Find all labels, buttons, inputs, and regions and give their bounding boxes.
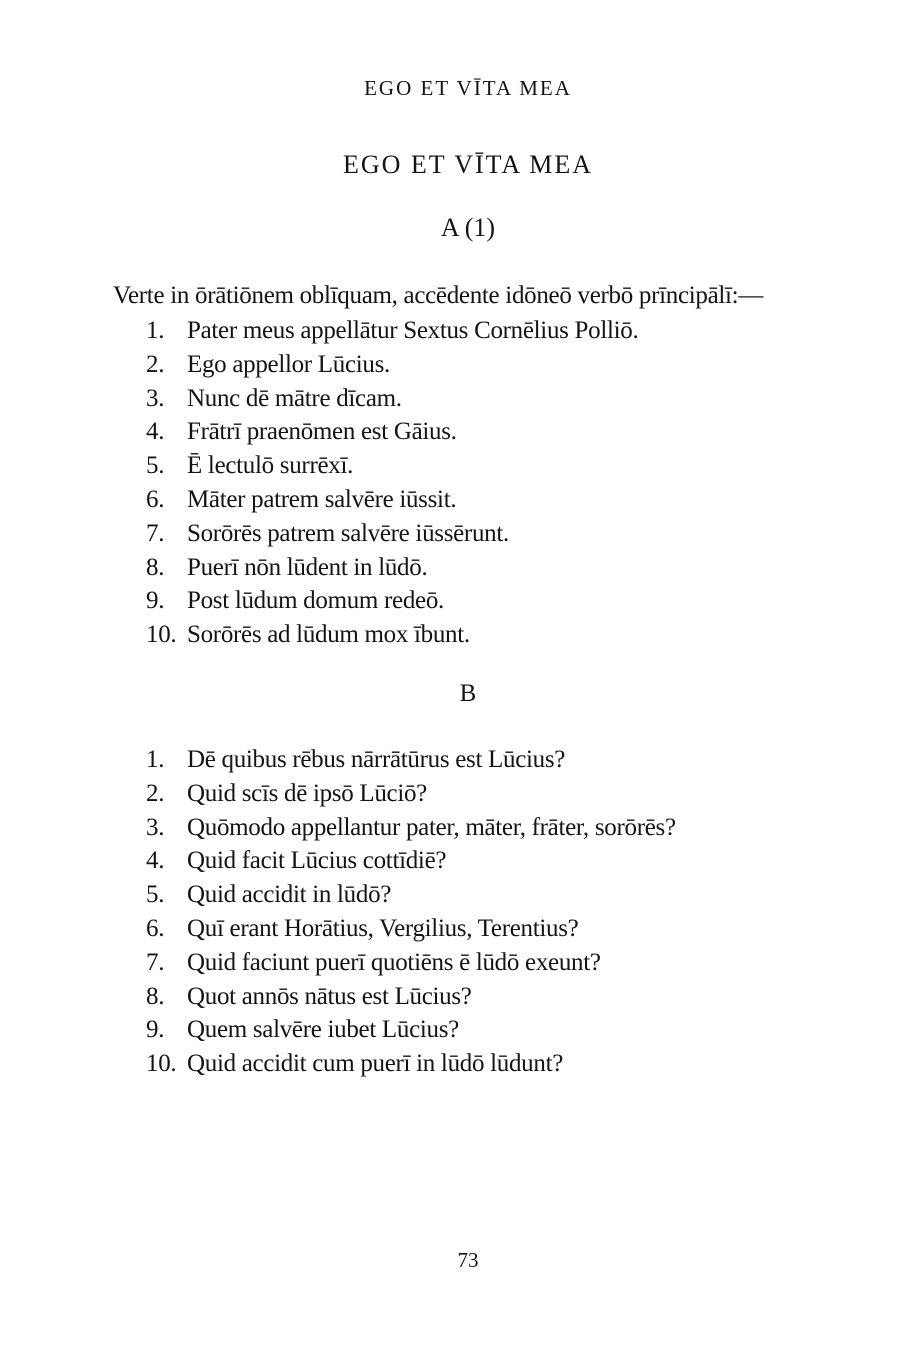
page-number: 73	[457, 1248, 479, 1272]
item-number: 2.	[146, 779, 165, 807]
item-text: Sorōrēs ad lūdum mox ībunt.	[187, 621, 470, 649]
item-number: 8.	[146, 553, 165, 581]
list-item	[146, 811, 676, 845]
item-text: Ē lectulō surrēxī.	[187, 452, 354, 480]
item-text: Quot annōs nātus est Lūcius?	[187, 982, 472, 1010]
item-text: Quem salvēre iubet Lūcius?	[187, 1016, 459, 1044]
running-head: EGO ET VĪTA MEA	[364, 76, 572, 100]
item-text: Māter patrem salvēre iūssit.	[187, 485, 457, 513]
list-item	[146, 912, 676, 946]
item-text: Quid scīs dē ipsō Lūciō?	[187, 779, 427, 807]
item-number: 10.	[146, 1050, 177, 1078]
section-b-heading: B	[459, 680, 477, 707]
item-text: Nunc dē mātre dīcam.	[187, 384, 402, 412]
section-a-heading: A (1)	[440, 213, 496, 242]
item-number: 7.	[146, 948, 165, 976]
item-number: 1.	[146, 317, 165, 344]
list-item	[146, 584, 638, 618]
list-item	[146, 348, 638, 382]
item-text: Quī erant Horātius, Vergilius, Terentius?	[187, 914, 579, 942]
item-text: Puerī nōn lūdent in lūdō.	[187, 553, 428, 581]
list-item	[146, 980, 676, 1014]
list-item	[146, 743, 676, 777]
list-item	[146, 1047, 676, 1081]
item-number: 1.	[146, 746, 165, 773]
list-item	[146, 415, 638, 449]
chapter-title: EGO ET VĪTA MEA	[342, 150, 594, 179]
item-text: Post lūdum domum redeō.	[187, 587, 444, 615]
item-number: 9.	[146, 1016, 165, 1044]
list-item	[146, 1013, 676, 1047]
list-item	[146, 551, 638, 585]
list-item	[146, 483, 638, 517]
item-text: Pater meus appellātur Sextus Cornēlius Polliō.	[187, 317, 639, 344]
item-text: Quid accidit cum puerī in lūdō lūdunt?	[187, 1050, 564, 1078]
item-number: 10.	[146, 621, 177, 649]
exercise-b-list	[146, 743, 676, 1081]
item-number: 3.	[146, 813, 165, 841]
list-item	[146, 946, 676, 980]
item-text: Sorōrēs patrem salvēre iūssērunt.	[187, 519, 509, 547]
item-number: 4.	[146, 847, 165, 875]
item-number: 7.	[146, 519, 165, 547]
list-item	[146, 618, 638, 652]
item-number: 2.	[146, 350, 165, 378]
item-text: Quōmodo appellantur pater, māter, frāter, sorōrēs?	[187, 813, 676, 841]
item-number: 6.	[146, 485, 165, 513]
item-number: 6.	[146, 914, 165, 942]
item-text: Quid facit Lūcius cottīdiē?	[187, 847, 447, 875]
list-item	[146, 878, 676, 912]
item-number: 4.	[146, 418, 165, 446]
list-item	[146, 314, 638, 348]
list-item	[146, 449, 638, 483]
exercise-a-list	[146, 314, 638, 652]
list-item	[146, 517, 638, 551]
list-item	[146, 382, 638, 416]
item-number: 9.	[146, 587, 165, 615]
item-text: Quid faciunt puerī quotiēns ē lūdō exeunt?	[187, 948, 601, 976]
item-text: Dē quibus rēbus nārrātūrus est Lūcius?	[187, 746, 566, 773]
list-item	[146, 844, 676, 878]
exercise-instruction: Verte in ōrātiōnem oblīquam, accēdente idōneō verbō prīncipālī:—	[113, 282, 764, 309]
item-number: 8.	[146, 982, 165, 1010]
item-text: Ego appellor Lūcius.	[187, 350, 390, 378]
item-number: 5.	[146, 881, 165, 909]
list-item	[146, 777, 676, 811]
item-number: 5.	[146, 452, 165, 480]
item-number: 3.	[146, 384, 165, 412]
item-text: Frātrī praenōmen est Gāius.	[187, 418, 457, 446]
item-text: Quid accidit in lūdō?	[187, 881, 392, 909]
